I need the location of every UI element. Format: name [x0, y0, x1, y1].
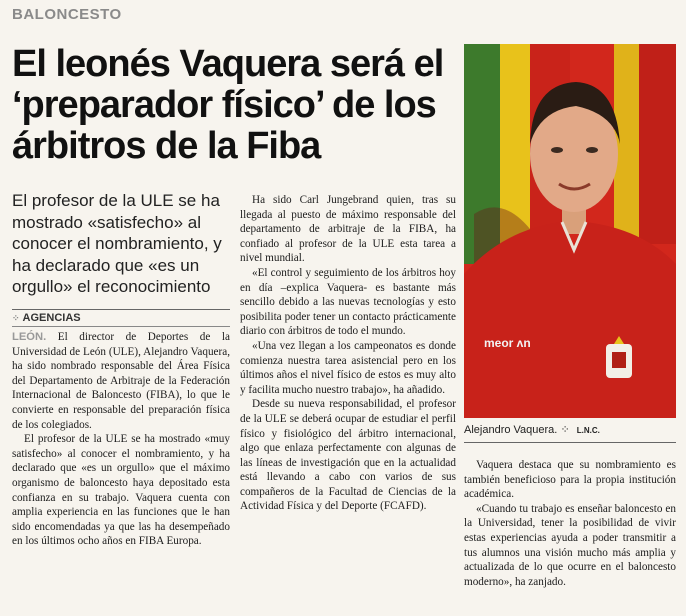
byline-dots-icon: ⁘ — [12, 312, 19, 323]
caption-text: Alejandro Vaquera. — [464, 424, 558, 436]
paragraph: «Cuando tu trabajo es enseñar baloncesto en la Universidad, tener la posibilidad de vivir estas experiencias ayuda a poder transmitir a tus alumnos una visión mucho más amplia y actualizada de lo que ocurre en el baloncesto moderno», ha zanjado. — [464, 502, 676, 588]
byline-rule — [12, 326, 230, 327]
paragraph — [12, 330, 230, 432]
article-column-3 — [464, 458, 676, 589]
headline: El leonés Vaquera será el ‘preparador físico’ de los árbitros de la Fiba — [12, 43, 444, 167]
paragraph: Desde su nueva responsabilidad, el profesor de la ULE se deberá ocupar de estudiar el perfil físico y fisiológico del árbitro internacional, algo que enlaza perfectamente con algunas de las líneas de investigación que en la actualidad está llevando a cabo con varios de sus compañeros de la Facultad de Ciencias de la Actividad Física y del Deporte (FCAFD). — [240, 398, 456, 513]
portrait-illustration — [464, 44, 676, 418]
paragraph-text: El director de Deportes de la Universidad de León (ULE), Alejandro Vaquera, ha sido nombrado responsable del Área Física del Departamento de Arbitraje de la Federación Internacional de Baloncesto (FIBA), lo que le convierte en responsable del preparación física de los colegiados. — [12, 331, 230, 431]
shirt-brand-logo: meor ʌn — [484, 336, 531, 350]
photo-caption — [464, 423, 676, 436]
article-column-1 — [12, 330, 230, 549]
standfirst: El profesor de la ULE se ha mostrado «satisfecho» al conocer el nombramiento, y ha declarado que «es un orgullo» el reconocimiento — [12, 191, 222, 296]
section-label: BALONCESTO — [12, 6, 122, 23]
caption-dots-icon: ⁘ — [560, 424, 570, 436]
portrait-photo — [464, 44, 676, 418]
paragraph: El profesor de la ULE se ha mostrado «muy satisfecho» al conocer el nombramiento, y ha declarado que «es un orgullo» que el máximo organismo de baloncesto haya depositado esta confianza en su trabajo. Vaquera cuenta con amplia experiencia en las funciones que le han sido encomendadas ya que las ha desempeñado en los últimos ocho años en FIBA Europa. — [12, 433, 230, 548]
paragraph: Ha sido Carl Jungebrand quien, tras su llegada al puesto de máximo responsable del departamento de arbitraje de la FIBA, ha confiado al profesor de la ULE esta tarea a nivel mundial. — [240, 194, 456, 265]
byline — [12, 309, 230, 324]
photo-credit: L.N.C. — [576, 426, 600, 435]
paragraph: Vaquera destaca que su nombramiento es también beneficioso para la propia institución académica. — [464, 459, 676, 501]
caption-rule — [464, 442, 676, 443]
paragraph: «El control y seguimiento de los árbitros hoy en día –explica Vaquera- es bastante más sencillo debido a las nuevas tecnologías y esto posibilita poder tener un contacto prácticamente diario con árbitros de todo el mundo. — [240, 266, 456, 338]
dateline: LEÓN. — [12, 331, 47, 343]
byline-agency: AGENCIAS — [22, 312, 81, 324]
paragraph: «Una vez llegan a los campeonatos es donde comienza nuestra tarea asistencial pero en los últimos años el nivel físico de estos es muy alto y facilita mucho nuestro trabajo», ha añadido. — [240, 339, 456, 396]
article-column-2 — [240, 193, 456, 514]
